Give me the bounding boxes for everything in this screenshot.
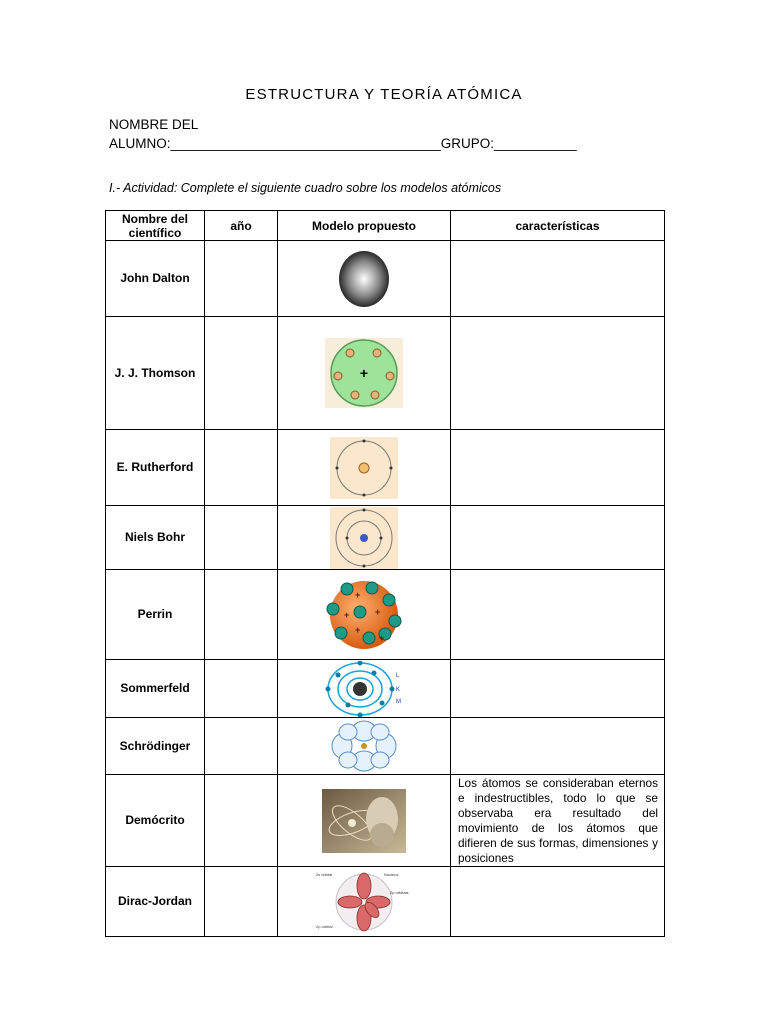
table-row <box>106 430 665 506</box>
scientist-name: Schrödinger <box>106 718 205 775</box>
table-row <box>106 867 665 937</box>
characteristics-cell[interactable]: Los átomos se consideraban eternos e indestructibles, todo lo que se observaba era resultado del movimiento de los átomos que difieren de sus formas, dimensiones y posiciones <box>451 775 665 867</box>
scientist-name: John Dalton <box>106 241 205 317</box>
table-row <box>106 775 665 867</box>
year-cell[interactable] <box>205 775 278 867</box>
year-cell[interactable] <box>205 241 278 317</box>
sphere-model-icon <box>334 248 394 310</box>
characteristics-cell[interactable] <box>451 317 665 430</box>
scientist-name: Dirac-Jordan <box>106 867 205 937</box>
scientist-name: Perrin <box>106 570 205 660</box>
plum-pudding-model-icon <box>325 338 403 408</box>
scientist-name: Sommerfeld <box>106 660 205 718</box>
dirac-label-2p-lower: 2p orbital <box>316 923 333 929</box>
table-header-row <box>106 211 665 241</box>
characteristics-cell[interactable] <box>451 430 665 506</box>
header-scientist: Nombre del científico <box>106 211 205 241</box>
characteristics-cell[interactable] <box>451 867 665 937</box>
header-model: Modelo propuesto <box>278 211 451 241</box>
alumno-group-line: ALUMNO:____________________________________GRUPO:___________ <box>109 136 577 151</box>
sommerfeld-label-l: L <box>396 672 400 679</box>
orbital-cloud-model-icon <box>328 718 400 774</box>
year-cell[interactable] <box>205 317 278 430</box>
table-row <box>106 660 665 718</box>
sommerfeld-label-m: M <box>396 698 401 705</box>
sommerfeld-label-k: K <box>396 686 401 693</box>
nuclear-model-icon <box>330 437 398 499</box>
table-row <box>106 317 665 430</box>
header-characteristics: características <box>451 211 665 241</box>
characteristics-cell[interactable] <box>451 660 665 718</box>
year-cell[interactable] <box>205 660 278 718</box>
year-cell[interactable] <box>205 570 278 660</box>
scientist-name: E. Rutherford <box>106 430 205 506</box>
activity-instruction: I.- Actividad: Complete el siguiente cuadro sobre los modelos atómicos <box>109 181 502 195</box>
year-cell[interactable] <box>205 867 278 937</box>
svg-text:+: + <box>344 609 350 620</box>
atomic-models-table <box>105 210 665 937</box>
perrin-model-icon <box>319 578 409 652</box>
svg-text:+: + <box>355 589 361 600</box>
svg-text:+: + <box>379 632 385 643</box>
dirac-orbital-model-icon <box>314 868 414 936</box>
elliptical-orbit-model-icon <box>324 661 404 717</box>
dirac-label-2s: 2s orbital <box>316 871 333 877</box>
table-row <box>106 506 665 570</box>
characteristics-cell[interactable] <box>451 570 665 660</box>
characteristics-cell[interactable] <box>451 241 665 317</box>
table-row <box>106 570 665 660</box>
name-label: NOMBRE DEL <box>109 117 199 132</box>
table-row <box>106 241 665 317</box>
dirac-label-nucleus: Nucleus <box>384 871 399 877</box>
characteristics-cell[interactable] <box>451 718 665 775</box>
scientist-name: Demócrito <box>106 775 205 867</box>
year-cell[interactable] <box>205 718 278 775</box>
scientist-name: J. J. Thomson <box>106 317 205 430</box>
svg-text:+: + <box>359 365 369 381</box>
democritus-portrait-icon <box>322 789 406 853</box>
svg-text:+: + <box>375 606 381 617</box>
scientist-name: Niels Bohr <box>106 506 205 570</box>
dirac-label-2p: 2p orbitals <box>390 889 409 895</box>
header-year: año <box>205 211 278 241</box>
bohr-orbit-model-icon <box>330 507 398 569</box>
year-cell[interactable] <box>205 506 278 570</box>
year-cell[interactable] <box>205 430 278 506</box>
page-title: ESTRUCTURA Y TEORÍA ATÓMICA <box>245 86 523 103</box>
svg-text:+: + <box>355 624 361 635</box>
characteristics-cell[interactable] <box>451 506 665 570</box>
table-row <box>106 718 665 775</box>
